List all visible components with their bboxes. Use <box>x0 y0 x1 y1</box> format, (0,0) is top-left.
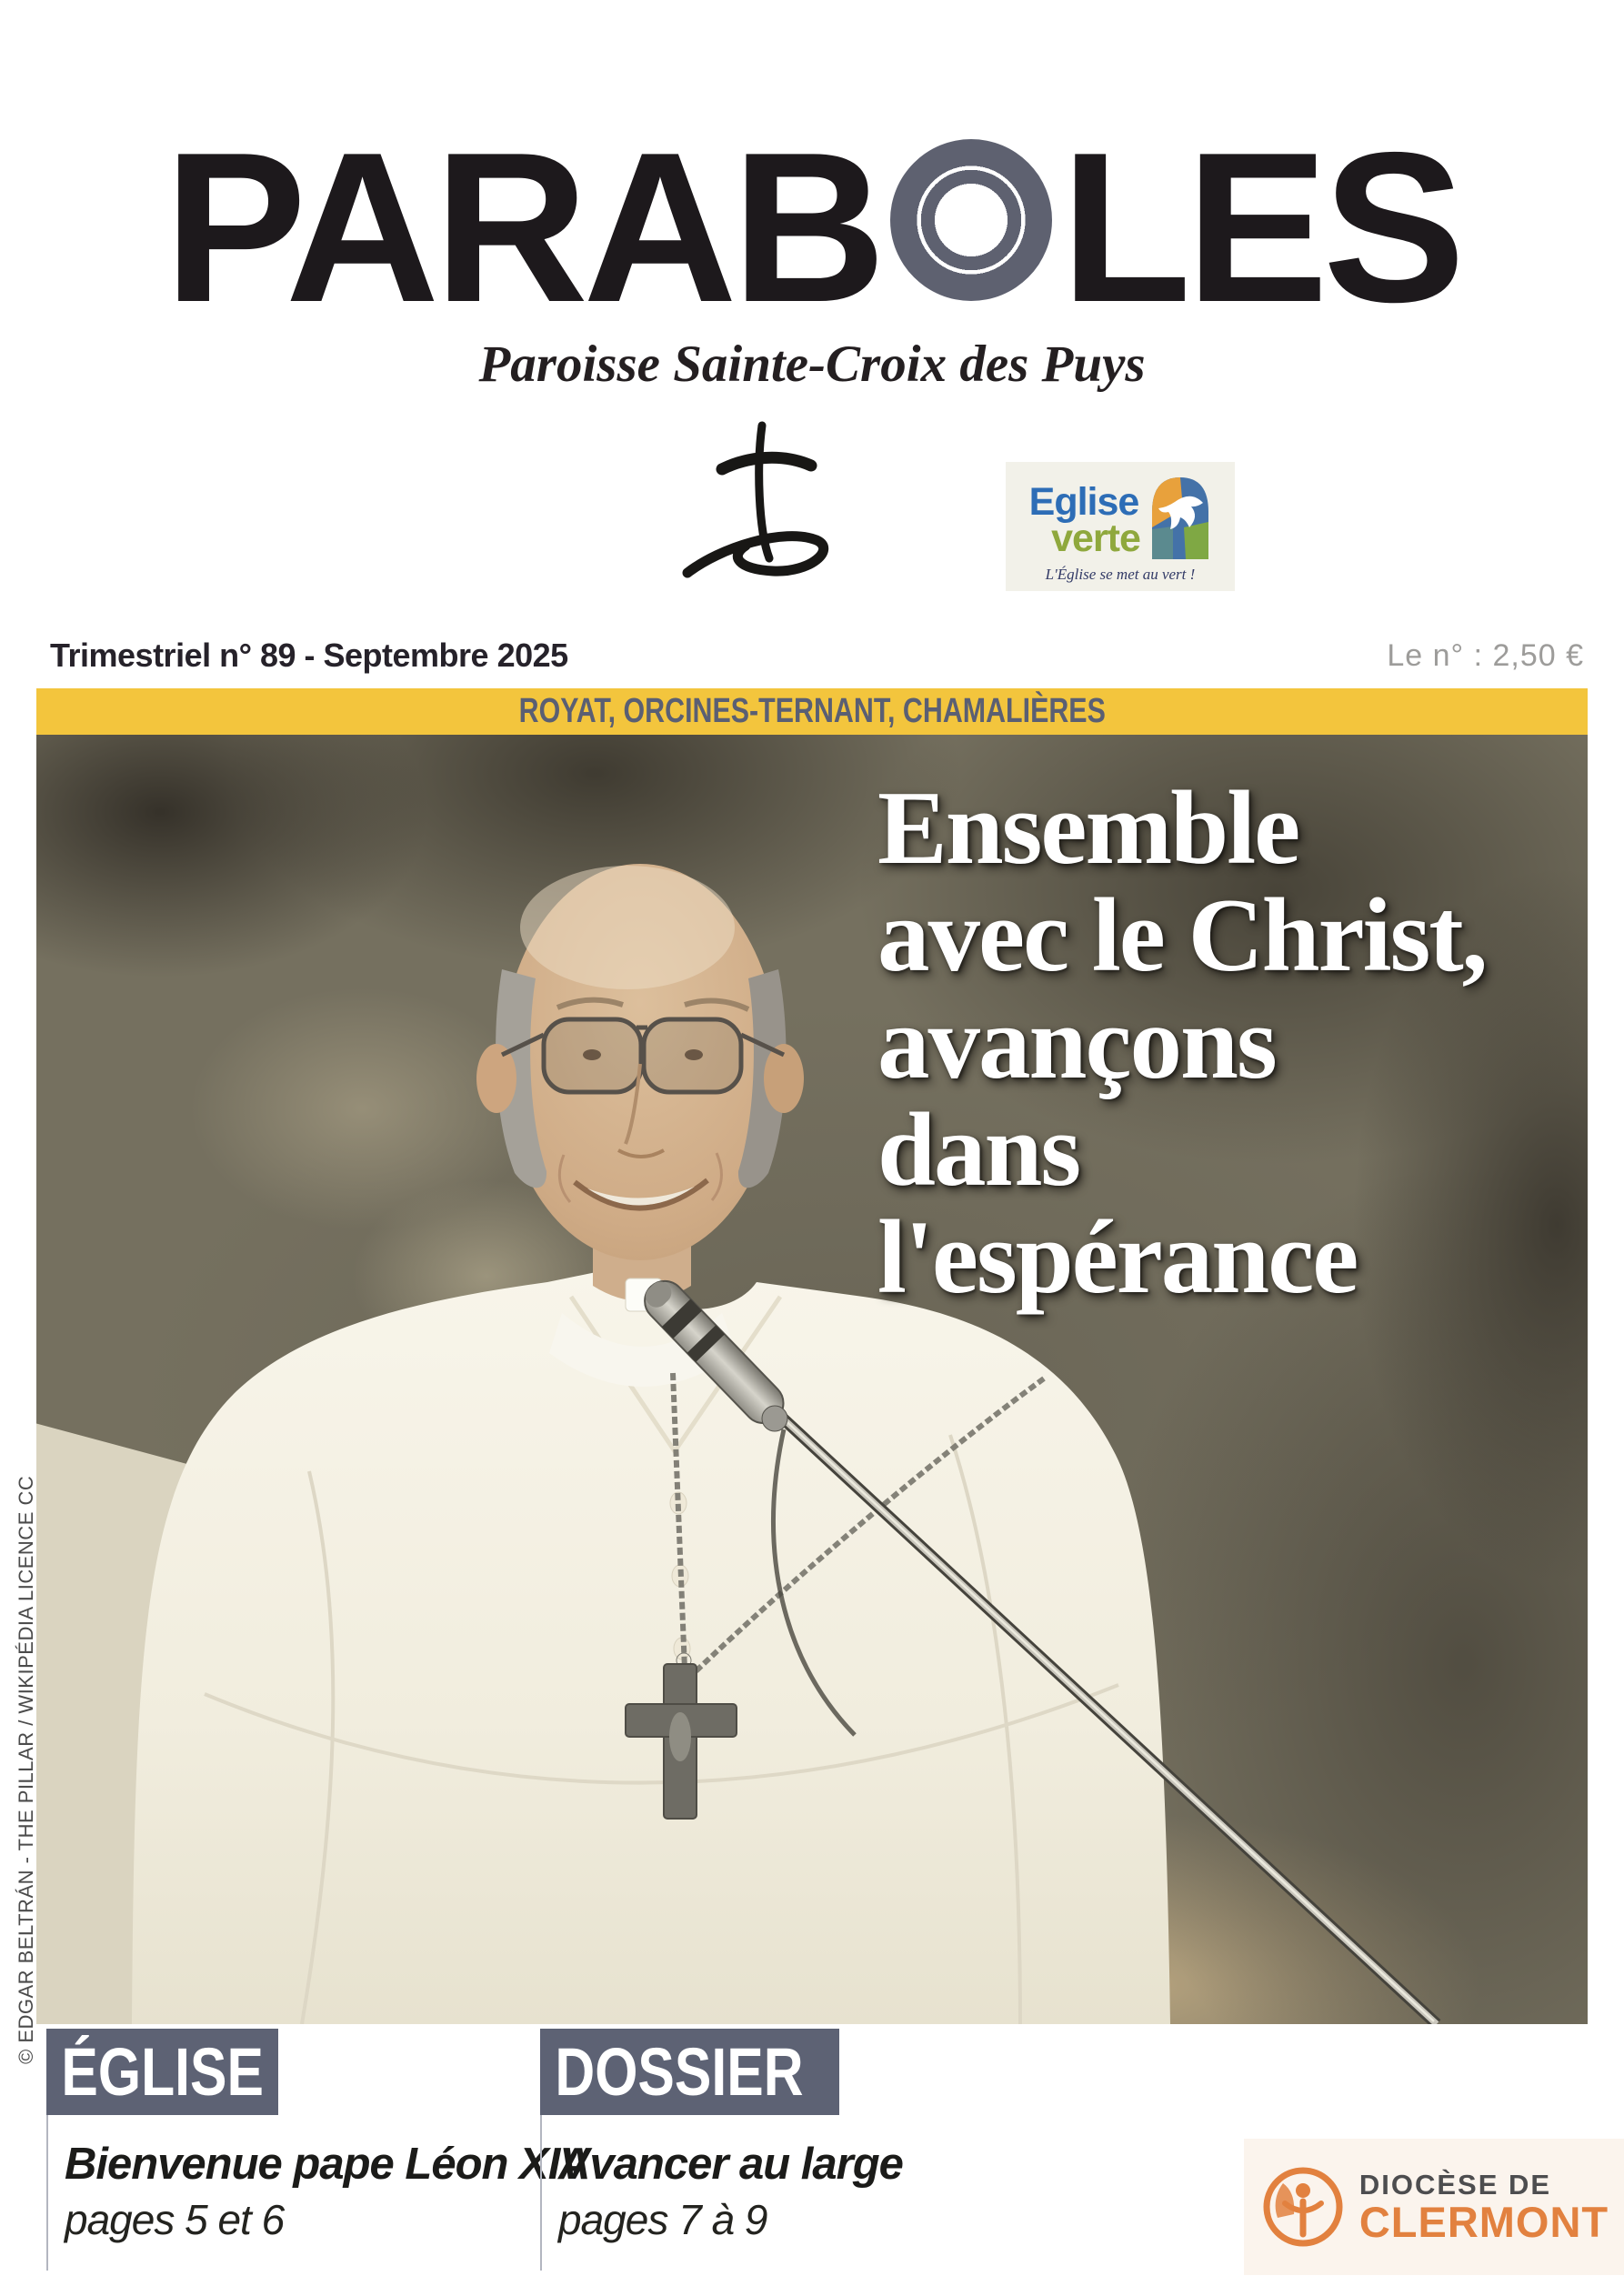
section-badge-label: ÉGLISE <box>61 2034 264 2110</box>
eglise-verte-wordmark <box>1028 480 1140 560</box>
headline-line: avançons <box>877 985 1276 1100</box>
headline-line: Ensemble <box>877 770 1299 886</box>
teaser-pages: pages 5 et 6 <box>65 2196 285 2243</box>
teaser-column-dossier <box>540 2029 1049 2271</box>
eglise-verte-word1: Eglise <box>1028 480 1139 524</box>
region-banner <box>36 688 1588 735</box>
headline-line: dans <box>877 1092 1080 1208</box>
diocese-person-icon <box>1259 2163 1347 2251</box>
cover-photo <box>36 735 1588 2024</box>
photo-credit: © EDGAR BELTRÁN - THE PILLAR / WIKIPÉDIA LICENCE CC <box>15 1475 37 2064</box>
masthead-o-ring-icon <box>890 139 1052 301</box>
headline-line: avec le Christ, <box>877 877 1487 993</box>
section-badge-label: DOSSIER <box>555 2034 804 2110</box>
teaser-column-eglise <box>46 2029 589 2271</box>
stained-glass-dove-icon <box>1148 471 1213 562</box>
cover-headline <box>877 770 1487 1315</box>
teaser-title: Bienvenue pape Léon XIV <box>65 2140 589 2189</box>
diocese-line1: DIOCÈSE DE <box>1358 2169 1552 2201</box>
teaser-pages: pages 7 à 9 <box>558 2196 767 2243</box>
issue-edition-label: Trimestriel n° 89 - Septembre 2025 <box>50 637 568 674</box>
eglise-verte-word2: verte <box>1051 516 1140 560</box>
magazine-title-left: PARAB <box>164 107 881 346</box>
section-badge-eglise <box>46 2029 278 2115</box>
diocese-line2: CLERMONT <box>1358 2198 1609 2246</box>
magazine-title <box>0 107 1624 346</box>
section-badge-dossier <box>540 2029 839 2115</box>
magazine-subtitle: Paroisse Sainte-Croix des Puys <box>478 336 1146 393</box>
calligraphic-cross-fish-icon <box>675 420 852 597</box>
headline-line: l'espérance <box>877 1199 1358 1315</box>
eglise-verte-tagline: L'Église se met au vert ! <box>1045 566 1196 583</box>
region-banner-text: ROYAT, ORCINES-TERNANT, CHAMALIÈRES <box>518 692 1106 730</box>
eglise-verte-logo <box>1006 462 1235 591</box>
diocese-wordmark <box>1359 2170 1609 2244</box>
diocese-clermont-logo <box>1244 2139 1624 2275</box>
issue-price-label: Le n° : 2,50 € <box>1387 638 1584 673</box>
teaser-title: Avancer au large <box>558 2140 903 2189</box>
magazine-title-right: LES <box>1060 107 1460 346</box>
